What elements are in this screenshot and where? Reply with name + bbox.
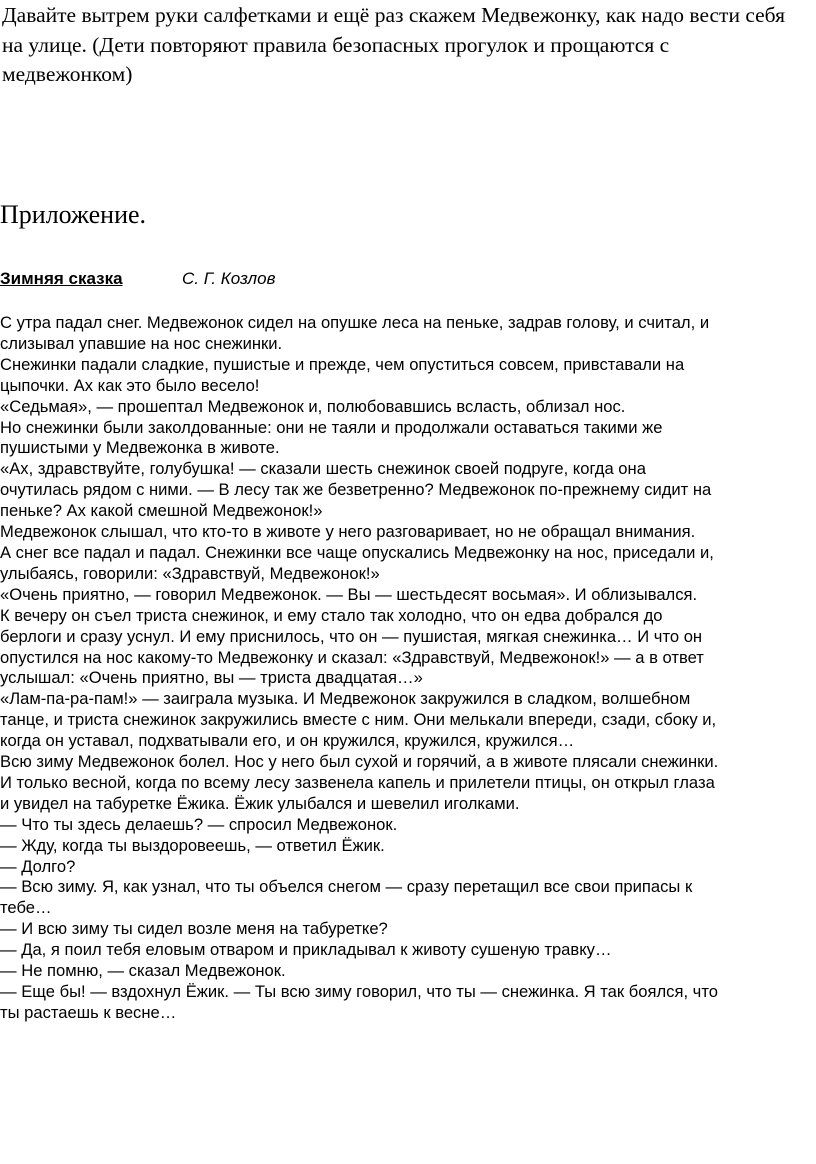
story-line: цыпочки. Ах как это было весело! — [0, 375, 260, 395]
story-line: танце, и триста снежинок закружились вместе с ним. Они мелькали впереди, сзади, сбоку и, — [0, 710, 717, 730]
intro-line: на улице. (Дети повторяют правила безопасных прогулок и прощаются с — [2, 32, 670, 57]
appendix-heading: Приложение. — [0, 200, 147, 229]
story-line: «Лам-па-ра-пам!» — заиграла музыка. И Медвежонок закружился в сладком, волшебном — [0, 689, 691, 709]
story-text — [0, 313, 816, 1024]
story-line: — Что ты здесь делаешь? — спросил Медвежонок. — [0, 814, 398, 834]
story-line: слизывал упавшие на нос снежинки. — [0, 333, 283, 353]
story-line: — Жду, когда ты выздоровеешь, — ответил Ёжик. — [0, 835, 385, 855]
story-line: Всю зиму Медвежонок болел. Нос у него был сухой и горячий, а в животе плясали снежинки. — [0, 752, 719, 772]
story-line: пеньке? Ах какой смешной Медвежонок!» — [0, 501, 323, 521]
intro-paragraph — [2, 1, 810, 90]
story-line: Но снежинки были заколдованные: они не таяли и продолжали оставаться такими же — [0, 417, 663, 437]
intro-line: медвежонком) — [2, 62, 133, 86]
story-line: когда он уставал, подхватывали его, и он кружился, кружился, кружился… — [0, 731, 575, 751]
story-line: — Да, я поил тебя еловым отваром и прикладывал к животу сушеную травку… — [0, 940, 612, 960]
story-line: «Ах, здравствуйте, голубушка! — сказали шесть снежинок своей подруге, когда она — [0, 459, 646, 479]
story-line: опустился на нос какому-то Медвежонку и сказал: «Здравствуй, Медвежонок!» — а в ответ — [0, 647, 704, 667]
story-line: К вечеру он съел триста снежинок, и ему стало так холодно, что он едва добрался до — [0, 605, 663, 625]
story-line: — Еще бы! — вздохнул Ёжик. — Ты всю зиму говорил, что ты — снежинка. Я так боялся, что — [0, 982, 718, 1001]
story-line: А снег все падал и падал. Снежинки все чаще опускались Медвежонку на нос, приседали и, — [0, 542, 714, 562]
story-line: тебе… — [0, 898, 52, 918]
story-line: — Долго? — [0, 856, 76, 876]
story-line: «Очень приятно, — говорил Медвежонок. — Вы — шестьдесят восьмая». И облизывался. — [0, 584, 698, 604]
story-line: С утра падал снег. Медвежонок сидел на опушке леса на пеньке, задрав голову, и считал, и — [0, 313, 710, 332]
story-line: пушистыми у Медвежонка в животе. — [0, 438, 280, 458]
story-line: — Не помню, — сказал Медвежонок. — [0, 961, 286, 981]
story-line: — Всю зиму. Я, как узнал, что ты объелся снегом — сразу перетащил все свои припасы к — [0, 877, 693, 897]
story-line: услышал: «Очень приятно, вы — триста двадцатая…» — [0, 668, 423, 688]
intro-line: Давайте вытрем руки салфетками и ещё раз скажем Медвежонку, как надо вести себя — [2, 3, 785, 27]
story-title-row — [0, 268, 275, 290]
story-line: очутилась рядом с ними. — В лесу так же безветренно? Медвежонок по-прежнему сидит на — [0, 480, 712, 500]
story-line: И только весной, когда по всему лесу зазвенела капель и прилетели птицы, он открыл глаза — [0, 772, 715, 792]
story-author: С. Г. Козлов — [182, 269, 276, 288]
story-line: Снежинки падали сладкие, пушистые и прежде, чем опуститься совсем, привставали на — [0, 354, 685, 374]
story-line: Медвежонок слышал, что кто-то в животе у него разговаривает, но не обращал внимания. — [0, 522, 696, 542]
story-line: — И всю зиму ты сидел возле меня на табуретке? — [0, 919, 388, 939]
story-line: улыбаясь, говорили: «Здравствуй, Медвежонок!» — [0, 563, 380, 583]
story-line: «Седьмая», — прошептал Медвежонок и, полюбовавшись всласть, облизал нос. — [0, 396, 626, 416]
story-line: берлоги и сразу уснул. И ему приснилось, что он — пушистая, мягкая снежинка… И что он — [0, 626, 703, 646]
story-line: и увидел на табуретке Ёжика. Ёжик улыбался и шевелил иголками. — [0, 793, 520, 813]
story-line: ты растаешь к весне… — [0, 1002, 177, 1022]
story-title: Зимняя сказка — [0, 269, 123, 288]
